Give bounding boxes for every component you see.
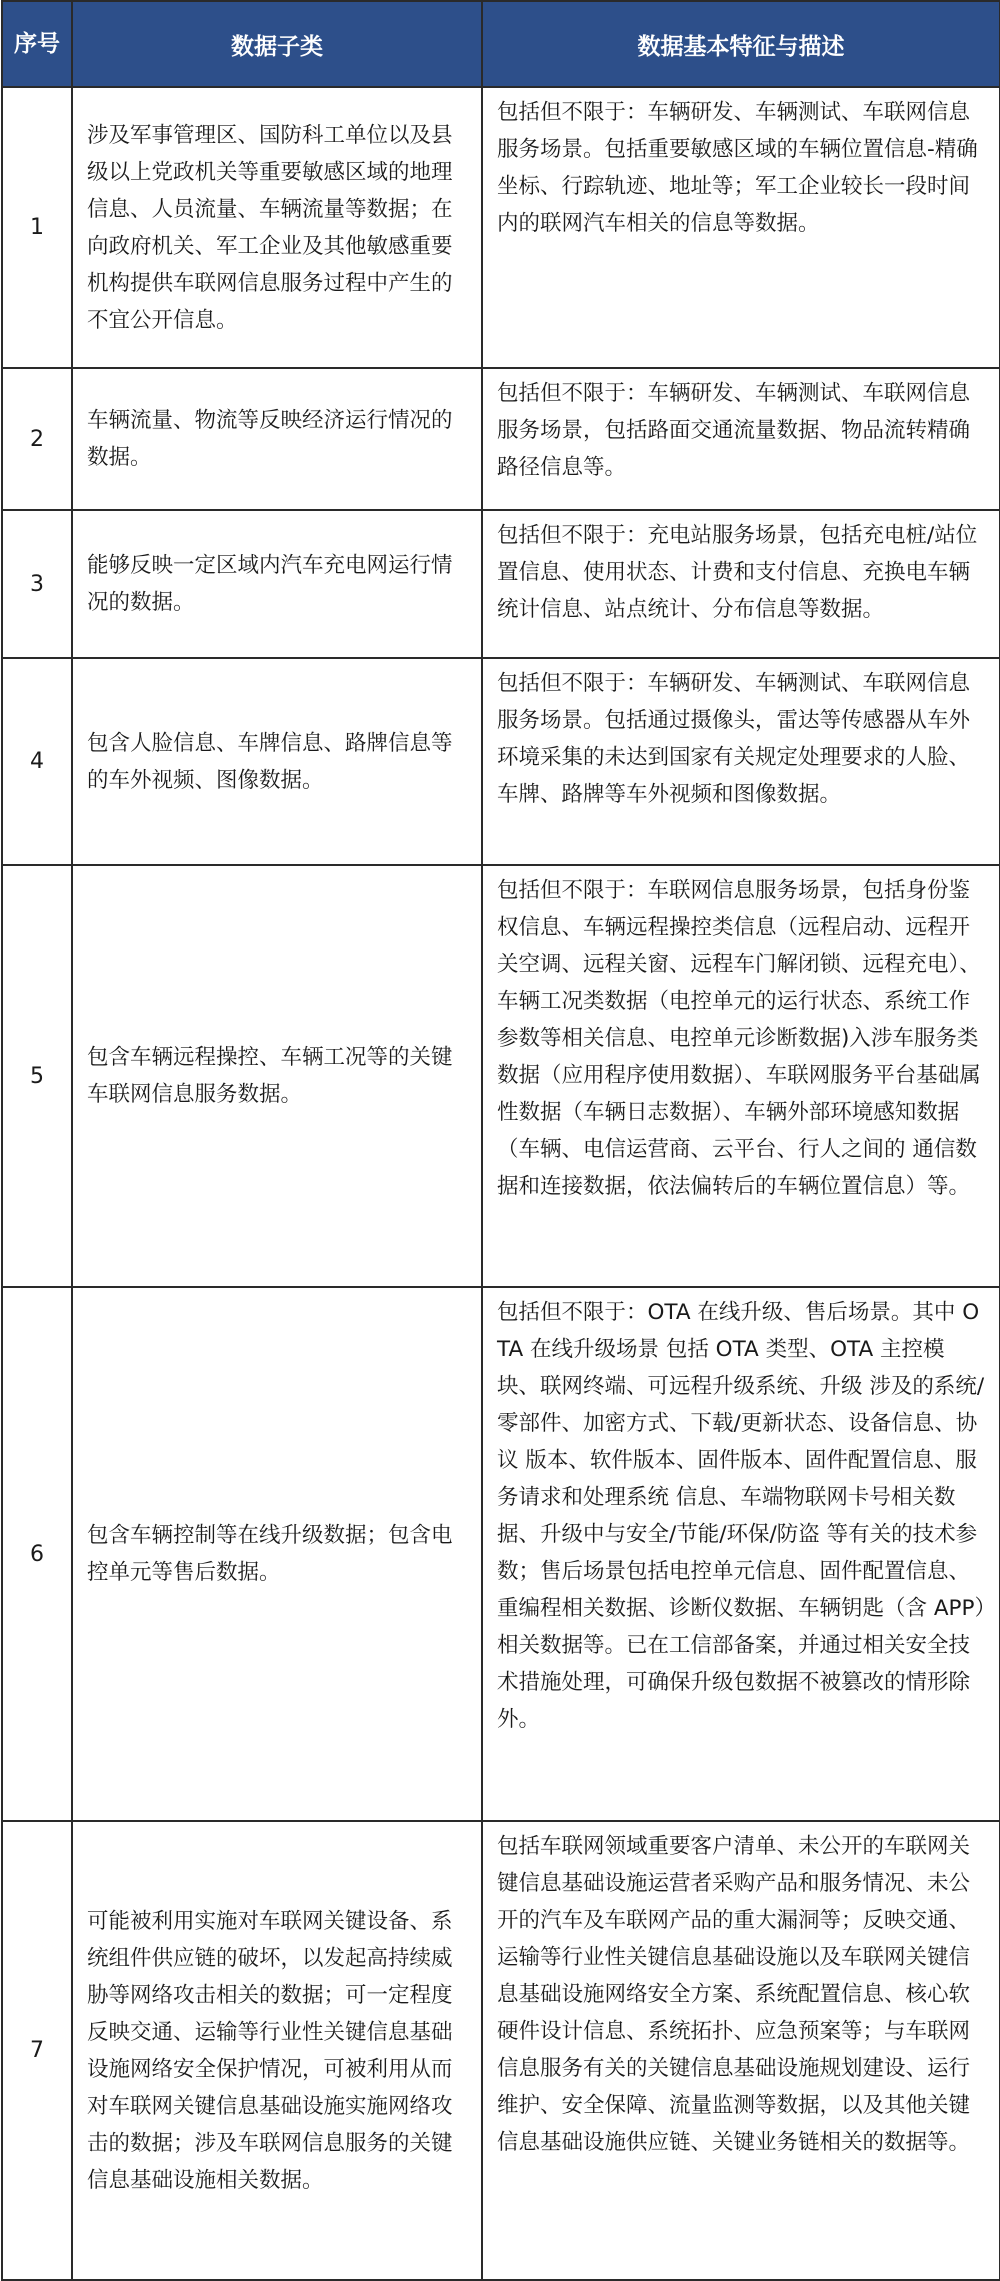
table-row (2, 87, 1000, 368)
header-description: 数据基本特征与描述 (482, 1, 1000, 87)
row-description: 包括但不限于：车辆研发、车辆测试、车联网信息服务场景。包括重要敏感区域的车辆位置信息-精确坐标、行踪轨迹、地址等；军工企业较长一段时间内的联网汽车相关的信息等数据。 (482, 87, 1000, 368)
row-description: 包括车联网领域重要客户清单、未公开的车联网关键信息基础设施运营者采购产品和服务情况、未公开的汽车及车联网产品的重大漏洞等；反映交通、运输等行业性关键信息基础设施以及车联网关键信息基础设施网络安全方案、系统配置信息、核心软硬件设计信息、系统拓扑、应急预案等；与车联网信息服务有关的关键信息基础设施规划建设、运行维护、安全保障、流量监测等数据，以及其他关键信息基础设施供应链、关键业务链相关的数据等。 (482, 1821, 1000, 2280)
table-row (2, 865, 1000, 1287)
table-row (2, 368, 1000, 510)
row-subcategory: 车辆流量、物流等反映经济运行情况的数据。 (72, 368, 482, 510)
row-description: 包括但不限于：OTA 在线升级、售后场景。其中 OTA 在线升级场景 包括 OTA 类型、OTA 主控模块、联网终端、可远程升级系统、升级 涉及的系统/零部件、加密方式、下载/更新状态、设备信息、协议 版本、软件版本、固件版本、固件配置信息、服务请求和处理系统 信息、车端物联网卡号相关数据、升级中与安全/节能/环保/防盗 等有关的技术参数；售后场景包括电控单元信息、固件配置信息、 重编程相关数据、诊断仪数据、车辆钥匙（含 APP）相关数据等。已在工信部备案，并通过相关安全技术措施处理，可确保升级包数据不被篡改的情形除外。 (482, 1287, 1000, 1821)
row-description: 包括但不限于：车辆研发、车辆测试、车联网信息服务场景。包括通过摄像头，雷达等传感器从车外环境采集的未达到国家有关规定处理要求的人脸、车牌、路牌等车外视频和图像数据。 (482, 658, 1000, 865)
row-description: 包括但不限于：车联网信息服务场景，包括身份鉴权信息、车辆远程操控类信息（远程启动、远程开关空调、远程关窗、远程车门解闭锁、远程充电）、车辆工况类数据（电控单元的运行状态、系统工作参数等相关信息、电控单元诊断数据)入涉车服务类数据（应用程序使用数据）、车联网服务平台基础属性数据（车辆日志数据）、车辆外部环境感知数据（车辆、电信运营商、云平台、行人之间的 通信数据和连接数据，依法偏转后的车辆位置信息）等。 (482, 865, 1000, 1287)
row-description: 包括但不限于：充电站服务场景，包括充电桩/站位置信息、使用状态、计费和支付信息、充换电车辆统计信息、站点统计、分布信息等数据。 (482, 510, 1000, 658)
row-num: 1 (2, 87, 72, 368)
table-row (2, 510, 1000, 658)
row-num: 4 (2, 658, 72, 865)
row-num: 2 (2, 368, 72, 510)
table-row (2, 1821, 1000, 2280)
data-classification-table (1, 0, 1000, 2281)
row-subcategory: 能够反映一定区域内汽车充电网运行情况的数据。 (72, 510, 482, 658)
row-subcategory: 涉及军事管理区、国防科工单位以及县级以上党政机关等重要敏感区域的地理信息、人员流量、车辆流量等数据；在向政府机关、军工企业及其他敏感重要机构提供车联网信息服务过程中产生的不宜公开信息。 (72, 87, 482, 368)
table-row (2, 658, 1000, 865)
header-num: 序号 (2, 1, 72, 87)
row-num: 6 (2, 1287, 72, 1821)
row-description: 包括但不限于：车辆研发、车辆测试、车联网信息服务场景，包括路面交通流量数据、物品流转精确路径信息等。 (482, 368, 1000, 510)
row-subcategory: 可能被利用实施对车联网关键设备、系统组件供应链的破坏，以发起高持续威胁等网络攻击相关的数据；可一定程度反映交通、运输等行业性关键信息基础设施网络安全保护情况，可被利用从而对车联网关键信息基础设施实施网络攻击的数据；涉及车联网信息服务的关键信息基础设施相关数据。 (72, 1821, 482, 2280)
header-subcategory: 数据子类 (72, 1, 482, 87)
table-row (2, 1287, 1000, 1821)
row-subcategory: 包含人脸信息、车牌信息、路牌信息等的车外视频、图像数据。 (72, 658, 482, 865)
row-num: 3 (2, 510, 72, 658)
row-subcategory: 包含车辆远程操控、车辆工况等的关键车联网信息服务数据。 (72, 865, 482, 1287)
table-header-row (2, 1, 1000, 87)
row-subcategory: 包含车辆控制等在线升级数据；包含电控单元等售后数据。 (72, 1287, 482, 1821)
row-num: 7 (2, 1821, 72, 2280)
row-num: 5 (2, 865, 72, 1287)
